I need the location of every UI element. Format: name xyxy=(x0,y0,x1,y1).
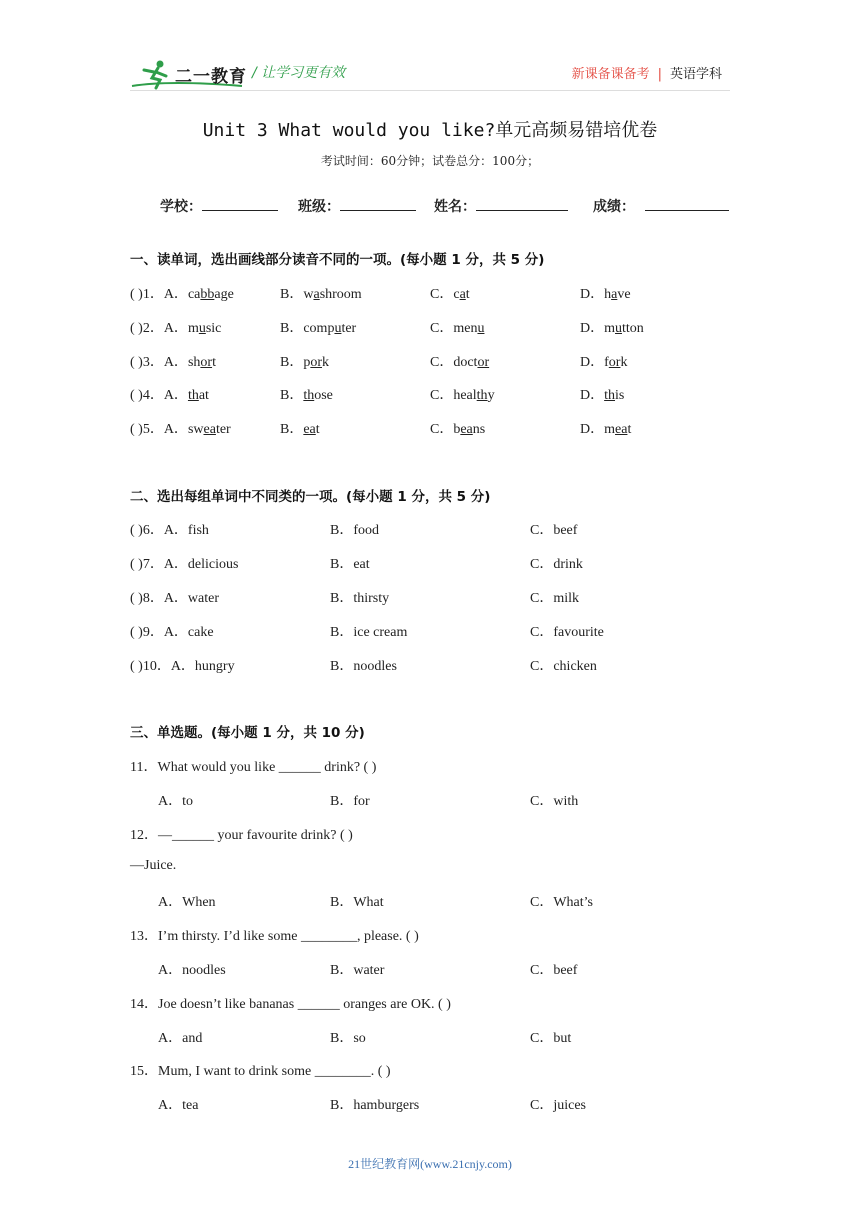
q4-option-b[interactable] xyxy=(280,384,333,404)
question-14-option-a[interactable]: A．and xyxy=(158,1031,203,1046)
word-part: c xyxy=(453,287,460,302)
option-prefix: C． xyxy=(430,388,454,403)
option-prefix: B． xyxy=(280,355,304,370)
word-part: at xyxy=(198,388,209,403)
option-prefix: D． xyxy=(580,388,605,403)
word-part: tton xyxy=(622,321,644,336)
underlined-sound: th xyxy=(187,388,199,403)
q8-option-c[interactable]: C．milk xyxy=(530,591,580,606)
option-prefix: C． xyxy=(430,287,454,302)
section-1-heading: 一、读单词，选出画线部分读音不同的一项。(每小题 1 分，共 5 分) xyxy=(130,252,545,268)
section-3-heading: 三、单选题。(每小题 1 分，共 10 分) xyxy=(130,725,365,741)
name-field[interactable] xyxy=(434,196,568,216)
q7-option-c[interactable]: C．drink xyxy=(530,557,583,572)
q5-option-d[interactable] xyxy=(580,418,631,438)
question-12-answer-line: —Juice. xyxy=(130,858,177,873)
underlined-sound: u xyxy=(334,321,342,336)
q6-option-c[interactable]: C．beef xyxy=(530,523,578,538)
question-13-stem: 13．I’m thirsty. I’d like some ________, please. ( ) xyxy=(130,929,419,944)
score-blank[interactable] xyxy=(645,196,729,211)
score-field[interactable] xyxy=(593,196,729,216)
word-part: doct xyxy=(453,355,478,370)
question-13-option-b[interactable]: B．water xyxy=(330,963,385,978)
word-part: b xyxy=(453,422,461,437)
option-prefix: ( )4．A． xyxy=(130,388,188,403)
underlined-sound: th xyxy=(303,388,315,403)
underlined-sound: ea xyxy=(615,422,628,437)
q1-option-d[interactable] xyxy=(580,283,631,303)
option-prefix: D． xyxy=(580,287,605,302)
footer[interactable]: 21世纪教育网(www.21cnjy.com) xyxy=(348,1157,512,1171)
word-part: ter xyxy=(341,321,357,336)
underlined-sound: th xyxy=(476,388,488,403)
q1-option-c[interactable] xyxy=(430,283,470,303)
word-part: m xyxy=(604,321,616,336)
word-part: ter xyxy=(215,422,231,437)
question-12-option-c[interactable]: C．What’s xyxy=(530,895,593,910)
q2-option-d[interactable] xyxy=(580,317,644,337)
question-14-stem: 14．Joe doesn’t like bananas ______ oranges are OK. ( ) xyxy=(130,997,451,1012)
question-15-stem: 15．Mum, I want to drink some ________. ( ) xyxy=(130,1064,391,1079)
word-part: t xyxy=(465,287,470,302)
underlined-sound: u xyxy=(477,321,485,336)
word-part: age xyxy=(214,287,234,302)
word-part: sic xyxy=(205,321,222,336)
underlined-sound: u xyxy=(198,321,206,336)
word-part: comp xyxy=(303,321,335,336)
q4-option-a[interactable] xyxy=(130,384,209,404)
underlined-sound: a xyxy=(313,287,320,302)
underlined-sound: or xyxy=(608,355,621,370)
q3-option-c[interactable] xyxy=(430,351,489,371)
exam-info: 考试时间：60分钟；试卷总分：100分； xyxy=(320,154,540,168)
header-tag: 新课备课备考 xyxy=(571,67,650,82)
q9-option-c[interactable]: C．favourite xyxy=(530,625,604,640)
word-part: h xyxy=(604,287,612,302)
question-14-option-b[interactable]: B．so xyxy=(330,1031,366,1046)
q3-option-b[interactable] xyxy=(280,351,329,371)
word-part: men xyxy=(453,321,478,336)
underlined-sound: th xyxy=(604,388,616,403)
underlined-sound: ea xyxy=(303,422,316,437)
option-prefix: B． xyxy=(280,388,304,403)
option-prefix: C． xyxy=(430,355,454,370)
option-prefix: ( )3．A． xyxy=(130,355,188,370)
q4-option-d[interactable] xyxy=(580,384,624,404)
q4-option-c[interactable] xyxy=(430,384,495,404)
q9-option-b[interactable]: B．ice cream xyxy=(330,625,408,640)
question-11-option-c[interactable]: C．with xyxy=(530,794,579,809)
q9-option-a[interactable]: ( )9．A．cake xyxy=(130,625,214,640)
word-part: ose xyxy=(314,388,333,403)
word-part: ns xyxy=(472,422,486,437)
word-part: p xyxy=(303,355,311,370)
word-part: k xyxy=(322,355,330,370)
q7-option-b[interactable]: B．eat xyxy=(330,557,370,572)
question-13-option-a[interactable]: A．noodles xyxy=(158,963,226,978)
option-prefix: D． xyxy=(580,422,605,437)
page-title: Unit 3 What would you like?单元高频易错培优卷 xyxy=(202,120,658,141)
word-part: is xyxy=(615,388,625,403)
option-prefix: D． xyxy=(580,321,605,336)
word-part: t xyxy=(627,422,632,437)
score-label: 成绩： xyxy=(593,199,635,215)
school-field[interactable] xyxy=(160,196,278,216)
q2-option-a[interactable] xyxy=(130,317,221,337)
underlined-sound: or xyxy=(200,355,213,370)
word-part: k xyxy=(620,355,628,370)
option-prefix: B． xyxy=(280,321,304,336)
word-part: ve xyxy=(617,287,631,302)
question-11-stem: 11．What would you like ______ drink? ( ) xyxy=(130,760,377,775)
word-part: heal xyxy=(453,388,477,403)
word-part: shroom xyxy=(319,287,362,302)
question-15-option-b[interactable]: B．hamburgers xyxy=(330,1098,420,1113)
word-part: t xyxy=(315,422,320,437)
header-separator: | xyxy=(657,67,662,82)
q8-option-a[interactable]: ( )8．A．water xyxy=(130,591,220,606)
name-label: 姓名： xyxy=(434,199,476,215)
underlined-sound: or xyxy=(310,355,323,370)
question-11-option-b[interactable]: B．for xyxy=(330,794,370,809)
option-prefix: D． xyxy=(580,355,605,370)
q3-option-a[interactable] xyxy=(130,351,216,371)
slogan: / 让学习更有效 xyxy=(252,65,346,81)
underlined-sound: a xyxy=(459,287,466,302)
word-part: y xyxy=(487,388,495,403)
question-12-option-a[interactable]: A．When xyxy=(158,895,216,910)
q6-option-a[interactable]: ( )6．A．fish xyxy=(130,523,209,538)
q10-option-a[interactable]: ( )10．A．hungry xyxy=(130,659,235,674)
q5-option-b[interactable] xyxy=(280,418,320,438)
question-12-option-b[interactable]: B．What xyxy=(330,895,384,910)
q6-option-b[interactable]: B．food xyxy=(330,523,379,538)
question-13-option-c[interactable]: C．beef xyxy=(530,963,578,978)
underlined-sound: a xyxy=(611,287,618,302)
q1-option-b[interactable] xyxy=(280,283,362,303)
logo-text: 二一教育 xyxy=(175,67,247,87)
underlined-sound: u xyxy=(615,321,623,336)
word-part: sw xyxy=(187,422,204,437)
option-prefix: C． xyxy=(430,422,454,437)
q1-option-a[interactable] xyxy=(130,283,234,303)
school-blank[interactable] xyxy=(202,196,278,211)
class-label: 班级： xyxy=(298,199,340,215)
header-right xyxy=(572,63,722,82)
option-prefix: ( )1．A． xyxy=(130,287,188,302)
word-part: m xyxy=(604,422,616,437)
option-prefix: B． xyxy=(280,287,304,302)
q10-option-c[interactable]: C．chicken xyxy=(530,659,597,674)
class-blank[interactable] xyxy=(340,196,416,211)
question-15-option-c[interactable]: C．juices xyxy=(530,1098,586,1113)
name-blank[interactable] xyxy=(476,196,568,211)
q5-option-a[interactable] xyxy=(130,418,231,438)
school-label: 学校： xyxy=(160,199,202,215)
question-15-option-a[interactable]: A．tea xyxy=(158,1098,199,1113)
option-prefix: ( )5．A． xyxy=(130,422,188,437)
option-prefix: C． xyxy=(430,321,454,336)
q10-option-b[interactable]: B．noodles xyxy=(330,659,397,674)
section-2-heading: 二、选出每组单词中不同类的一项。(每小题 1 分，共 5 分) xyxy=(130,489,491,505)
q2-option-c[interactable] xyxy=(430,317,484,337)
underlined-sound: or xyxy=(477,355,490,370)
q7-option-a[interactable]: ( )7．A．delicious xyxy=(130,557,239,572)
q8-option-b[interactable]: B．thirsty xyxy=(330,591,390,606)
word-part: t xyxy=(212,355,216,370)
q5-option-c[interactable] xyxy=(430,418,485,438)
word-part: f xyxy=(604,355,609,370)
option-prefix: ( )2．A． xyxy=(130,321,188,336)
q2-option-b[interactable] xyxy=(280,317,356,337)
word-part: sh xyxy=(187,355,201,370)
question-12-stem: 12．—______ your favourite drink? ( ) xyxy=(130,828,353,843)
question-14-option-c[interactable]: C．but xyxy=(530,1031,572,1046)
underlined-sound: bb xyxy=(200,287,215,302)
q3-option-d[interactable] xyxy=(580,351,627,371)
underlined-sound: ea xyxy=(203,422,216,437)
word-part: m xyxy=(187,321,199,336)
word-part: ca xyxy=(187,287,201,302)
header-subject: 英语学科 xyxy=(669,67,722,82)
underlined-sound: ea xyxy=(460,422,473,437)
header-divider xyxy=(130,90,730,91)
word-part: w xyxy=(303,287,314,302)
option-prefix: B． xyxy=(280,422,304,437)
question-11-option-a[interactable]: A．to xyxy=(158,794,193,809)
class-field[interactable] xyxy=(298,196,416,216)
